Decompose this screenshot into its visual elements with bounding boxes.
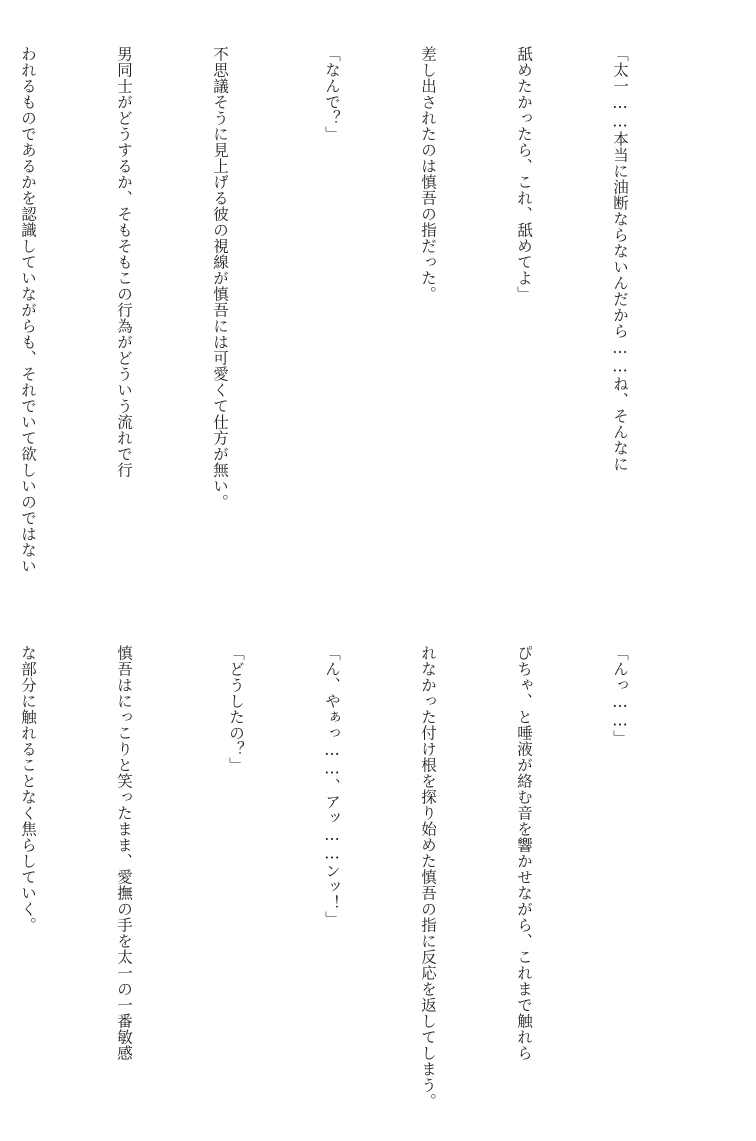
text-line: 差し出されたのは慎吾の指だった。 — [419, 46, 437, 302]
text-block-bottom — [19, 645, 700, 1109]
text-line: 男同士がどうするか、そもそもこの行為がどういう流れで行 — [115, 46, 133, 478]
text-line: 「なんで？」 — [323, 46, 341, 142]
text-line: な部分に触れることなく焦らしていく。 — [19, 645, 37, 933]
text-line: 不思議そうに見上げる彼の視線が慎吾には可愛くて仕方が無い。 — [211, 46, 229, 510]
text-line: 慎吾はにっこりと笑ったまま、愛撫の手を太一の一番敏感 — [115, 645, 133, 1061]
text-line: 「どうしたの？」 — [227, 645, 245, 773]
text-line: ぴちゃ、と唾液が絡む音を響かせながら、これまで触れら — [515, 645, 533, 1061]
text-line: 「んっ……」 — [611, 645, 629, 746]
text-line: 舐めたかったら、これ、舐めてよ」 — [515, 46, 533, 302]
text-line: れなかった付け根を探り始めた慎吾の指に反応を返してしまう。 — [419, 645, 437, 1109]
text-line: 「太一……本当に油断ならないんだから……ね、そんなに — [611, 46, 629, 472]
text-line: 「ん、やぁっ……、アッ……ンッ！」 — [323, 645, 341, 927]
text-block-top — [19, 46, 700, 651]
text-line: われるものであるかを認識していながらも、それでいて欲しいのではない — [19, 46, 37, 574]
